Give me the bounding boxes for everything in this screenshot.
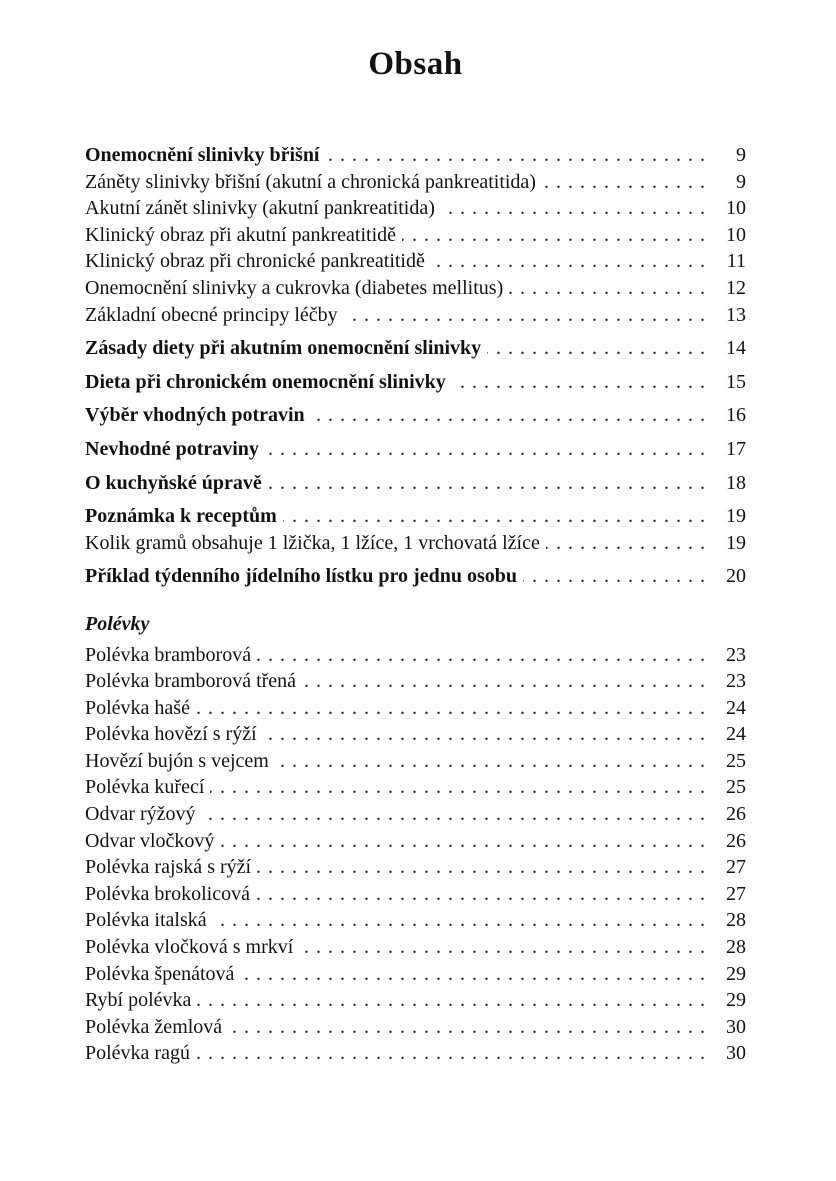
toc-entry-page: 19 bbox=[726, 505, 746, 528]
dot-leader bbox=[542, 169, 705, 196]
dot-leader bbox=[402, 222, 705, 249]
toc-row bbox=[85, 195, 746, 222]
toc-entry-page: 27 bbox=[726, 882, 746, 905]
toc-row bbox=[85, 881, 746, 908]
toc-list bbox=[85, 142, 746, 1067]
toc-entry-page: 29 bbox=[726, 989, 746, 1012]
toc-entry-label: Polévka špenátová bbox=[85, 962, 235, 985]
toc-entry-page: 30 bbox=[726, 1015, 746, 1038]
toc-section-heading bbox=[85, 611, 746, 638]
dot-leader bbox=[302, 668, 705, 695]
toc-entry-page: 9 bbox=[736, 144, 746, 166]
dot-leader bbox=[220, 828, 705, 855]
toc-entry-label: Zásady diety při akutním onemocnění slinivky bbox=[85, 337, 482, 360]
dot-leader bbox=[256, 881, 705, 908]
toc-row bbox=[85, 987, 746, 1014]
toc-entry-label: Klinický obraz při chronické pankreatitidě bbox=[85, 250, 425, 273]
toc-entry-page: 12 bbox=[726, 276, 746, 299]
dot-leader bbox=[228, 1014, 705, 1041]
dot-leader bbox=[257, 642, 705, 669]
toc-entry-page: 14 bbox=[726, 337, 746, 360]
toc-entry-page: 28 bbox=[726, 936, 746, 959]
toc-row bbox=[85, 1014, 746, 1041]
toc-row bbox=[85, 695, 746, 722]
toc-entry-label: Onemocnění slinivky břišní bbox=[85, 144, 320, 166]
toc-row bbox=[85, 142, 746, 169]
toc-entry-page: 27 bbox=[726, 856, 746, 879]
dot-leader bbox=[210, 774, 705, 801]
toc-entry-page: 26 bbox=[726, 803, 746, 826]
dot-leader bbox=[452, 369, 705, 396]
toc-entry-label: Polévky bbox=[85, 612, 150, 635]
toc-entry-page: 23 bbox=[726, 643, 746, 666]
toc-entry-page: 24 bbox=[726, 696, 746, 719]
dot-leader bbox=[196, 1040, 705, 1067]
toc-entry-label: Akutní zánět slinivky (akutní pankreatitida) bbox=[85, 197, 435, 220]
toc-row bbox=[85, 222, 746, 249]
toc-entry-label: Polévka bramborová bbox=[85, 643, 252, 666]
toc-row bbox=[85, 721, 746, 748]
toc-row bbox=[85, 563, 746, 590]
toc-entry-label: Rybí polévka bbox=[85, 989, 192, 1012]
toc-entry-page: 25 bbox=[726, 749, 746, 772]
toc-entry-label: Polévka rajská s rýží bbox=[85, 856, 252, 879]
dot-leader bbox=[487, 335, 705, 362]
toc-entry-page: 13 bbox=[726, 303, 746, 326]
dot-leader bbox=[311, 402, 705, 429]
toc-row bbox=[85, 503, 746, 530]
toc-entry-label: Hovězí bujón s vejcem bbox=[85, 749, 269, 772]
toc-entry-label: Polévka žemlová bbox=[85, 1015, 223, 1038]
toc-entry-page: 23 bbox=[726, 670, 746, 693]
toc-entry-page: 29 bbox=[726, 962, 746, 985]
toc-row bbox=[85, 248, 746, 275]
toc-row bbox=[85, 369, 746, 396]
toc-row bbox=[85, 828, 746, 855]
toc-entry-page: 11 bbox=[726, 250, 746, 273]
dot-leader bbox=[326, 142, 706, 169]
toc-row bbox=[85, 801, 746, 828]
toc-entry-label: Polévka brokolicová bbox=[85, 882, 250, 905]
toc-entry-label: O kuchyňské úpravě bbox=[85, 471, 262, 494]
dot-leader bbox=[257, 854, 705, 881]
toc-entry-label: Onemocnění slinivky a cukrovka (diabetes mellitus) bbox=[85, 276, 504, 299]
toc-entry-label: Polévka hovězí s rýží bbox=[85, 723, 257, 746]
toc-row bbox=[85, 748, 746, 775]
dot-leader bbox=[202, 801, 705, 828]
dot-leader bbox=[240, 961, 705, 988]
dot-leader bbox=[197, 987, 705, 1014]
toc-entry-page: 15 bbox=[726, 370, 746, 393]
dot-leader bbox=[263, 721, 705, 748]
toc-entry-label: Polévka italská bbox=[85, 909, 207, 932]
toc-entry-page: 25 bbox=[726, 776, 746, 799]
toc-row bbox=[85, 436, 746, 463]
toc-entry-label: Klinický obraz při akutní pankreatitidě bbox=[85, 223, 397, 246]
toc-entry-label: Příklad týdenního jídelního lístku pro jednu osobu bbox=[85, 565, 517, 588]
toc-row bbox=[85, 907, 746, 934]
dot-leader bbox=[546, 530, 705, 557]
toc-entry-page: 24 bbox=[726, 723, 746, 746]
toc-entry-label: Odvar rýžový bbox=[85, 803, 196, 826]
toc-row bbox=[85, 169, 746, 196]
dot-leader bbox=[509, 275, 705, 302]
dot-leader bbox=[344, 302, 705, 329]
toc-entry-label: Základní obecné principy léčby bbox=[85, 303, 338, 326]
toc-entry-label: Odvar vločkový bbox=[85, 829, 215, 852]
toc-entry-label: Výběr vhodných potravin bbox=[85, 404, 305, 427]
toc-row bbox=[85, 275, 746, 302]
toc-row bbox=[85, 530, 746, 557]
dot-leader bbox=[283, 503, 705, 530]
dot-leader bbox=[196, 695, 705, 722]
dot-leader bbox=[213, 907, 705, 934]
dot-leader bbox=[268, 470, 705, 497]
dot-leader bbox=[441, 195, 705, 222]
toc-entry-page: 16 bbox=[726, 404, 746, 427]
toc-row bbox=[85, 774, 746, 801]
toc-entry-page: 30 bbox=[726, 1042, 746, 1065]
page-title: Obsah bbox=[368, 46, 463, 82]
toc-entry-label: Polévka ragú bbox=[85, 1042, 190, 1065]
toc-entry-page: 18 bbox=[726, 471, 746, 494]
toc-entry-label: Polévka vločková s mrkví bbox=[85, 936, 294, 959]
toc-row bbox=[85, 668, 746, 695]
toc-row bbox=[85, 961, 746, 988]
toc-entry-page: 9 bbox=[736, 170, 746, 193]
toc-entry-page: 26 bbox=[726, 829, 746, 852]
toc-entry-label: Kolik gramů obsahuje 1 lžička, 1 lžíce, 1 vrchovatá lžíce bbox=[85, 531, 540, 554]
toc-entry-label: Nevhodné potraviny bbox=[85, 437, 259, 460]
toc-row bbox=[85, 642, 746, 669]
dot-leader bbox=[275, 748, 705, 775]
toc-entry-label: Záněty slinivky břišní (akutní a chronická pankreatitida) bbox=[85, 170, 536, 193]
toc-entry-page: 28 bbox=[726, 909, 746, 932]
toc-entry-label: Polévka bramborová třená bbox=[85, 670, 297, 693]
toc-entry-label: Polévka kuřecí bbox=[85, 776, 205, 799]
toc-entry-page: 19 bbox=[726, 531, 746, 554]
toc-entry-page: 10 bbox=[726, 197, 746, 220]
toc-entry-label: Dieta při chronickém onemocnění slinivky bbox=[85, 370, 446, 393]
toc-row bbox=[85, 934, 746, 961]
toc-entry-label: Poznámka k receptům bbox=[85, 505, 277, 528]
dot-leader bbox=[265, 436, 705, 463]
toc-entry-page: 10 bbox=[726, 223, 746, 246]
dot-leader bbox=[431, 248, 705, 275]
toc-row bbox=[85, 470, 746, 497]
toc-row bbox=[85, 302, 746, 329]
toc-row bbox=[85, 854, 746, 881]
toc-entry-page: 17 bbox=[726, 437, 746, 460]
toc-row bbox=[85, 1040, 746, 1067]
dot-leader bbox=[523, 563, 705, 590]
toc-row bbox=[85, 402, 746, 429]
toc-entry-label: Polévka hašé bbox=[85, 696, 190, 719]
toc-row bbox=[85, 335, 746, 362]
dot-leader bbox=[299, 934, 705, 961]
toc-entry-page: 20 bbox=[726, 565, 746, 588]
